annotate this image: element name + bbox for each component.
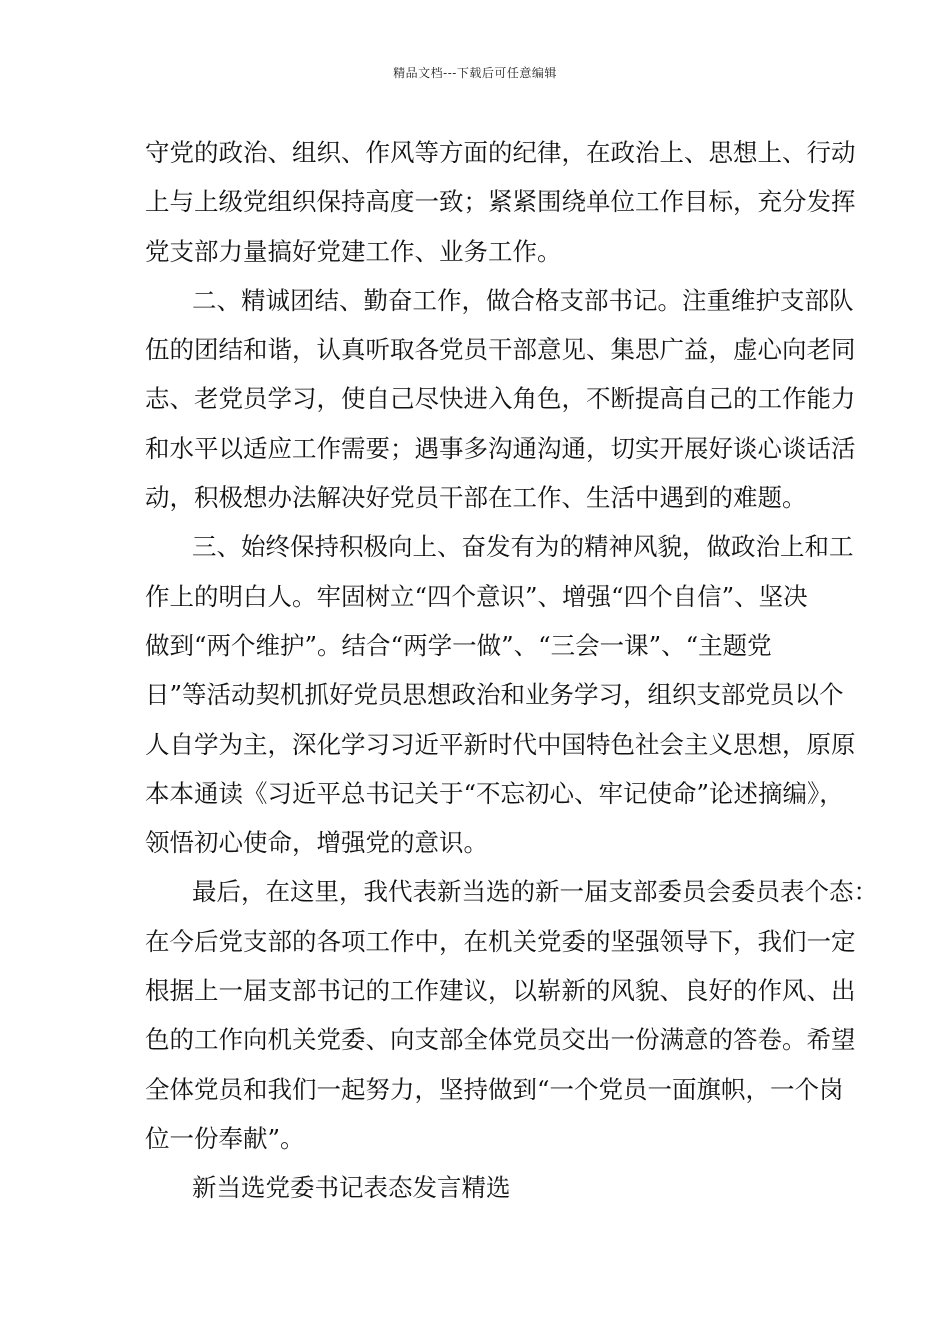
body-line: 志、老党员学习，使自己尽快进入角色，不断提高自己的工作能力 [145, 384, 856, 414]
body-line: 人自学为主，深化学习习近平新时代中国特色社会主义思想，原原 [145, 729, 856, 759]
body-line: 上与上级党组织保持高度一致；紧紧围绕单位工作目标，充分发挥 [145, 187, 856, 217]
body-line: 和水平以适应工作需要；遇事多沟通沟通，切实开展好谈心谈话活 [145, 433, 856, 463]
body-line: 位一份奉献”。 [145, 1123, 305, 1153]
page-header: 精品文档---下载后可任意编辑 [393, 66, 557, 80]
body-line: 在今后党支部的各项工作中，在机关党委的坚强领导下，我们一定 [145, 926, 856, 956]
body-line: 动，积极想办法解决好党员干部在工作、生活中遇到的难题。 [145, 483, 807, 513]
body-line: 色的工作向机关党委、向支部全体党员交出一份满意的答卷。希望 [145, 1025, 856, 1055]
body-line: 领悟初心使命，增强党的意识。 [145, 828, 488, 858]
body-line: 全体党员和我们一起努力，坚持做到“一个党员一面旗帜，一个岗 [145, 1074, 844, 1104]
document-body [145, 128, 878, 1213]
body-line: 守党的政治、组织、作风等方面的纪律，在政治上、思想上、行动 [145, 138, 856, 167]
paragraph-start-line: 三、始终保持积极向上、奋发有为的精神风貌，做政治上和工 [192, 532, 854, 562]
body-line: 伍的团结和谐，认真听取各党员干部意见、集思广益，虚心向老同 [145, 335, 856, 365]
body-line: 党支部力量搞好党建工作、业务工作。 [145, 236, 562, 266]
body-line: 根据上一届支部书记的工作建议，以崭新的风貌、良好的作风、出 [145, 976, 856, 1006]
body-line: 日”等活动契机抓好党员思想政治和业务学习，组织支部党员以个 [145, 680, 844, 710]
paragraph-start-line: 二、精诚团结、勤奋工作，做合格支部书记。注重维护支部队 [192, 285, 854, 315]
section-title: 新当选党委书记表态发言精选 [192, 1173, 511, 1203]
body-line: 本本通读《习近平总书记关于“不忘初心、牢记使命”论述摘编》， [145, 778, 844, 808]
paragraph-start-line: 最后，在这里，我代表新当选的新一届支部委员会委员表个态： [192, 877, 878, 907]
body-line: 作上的明白人。牢固树立“四个意识”、增强“四个自信”、坚决 [145, 581, 808, 611]
body-line: 做到“两个维护”。结合“两学一做”、“三会一课”、“主题党 [145, 630, 772, 660]
